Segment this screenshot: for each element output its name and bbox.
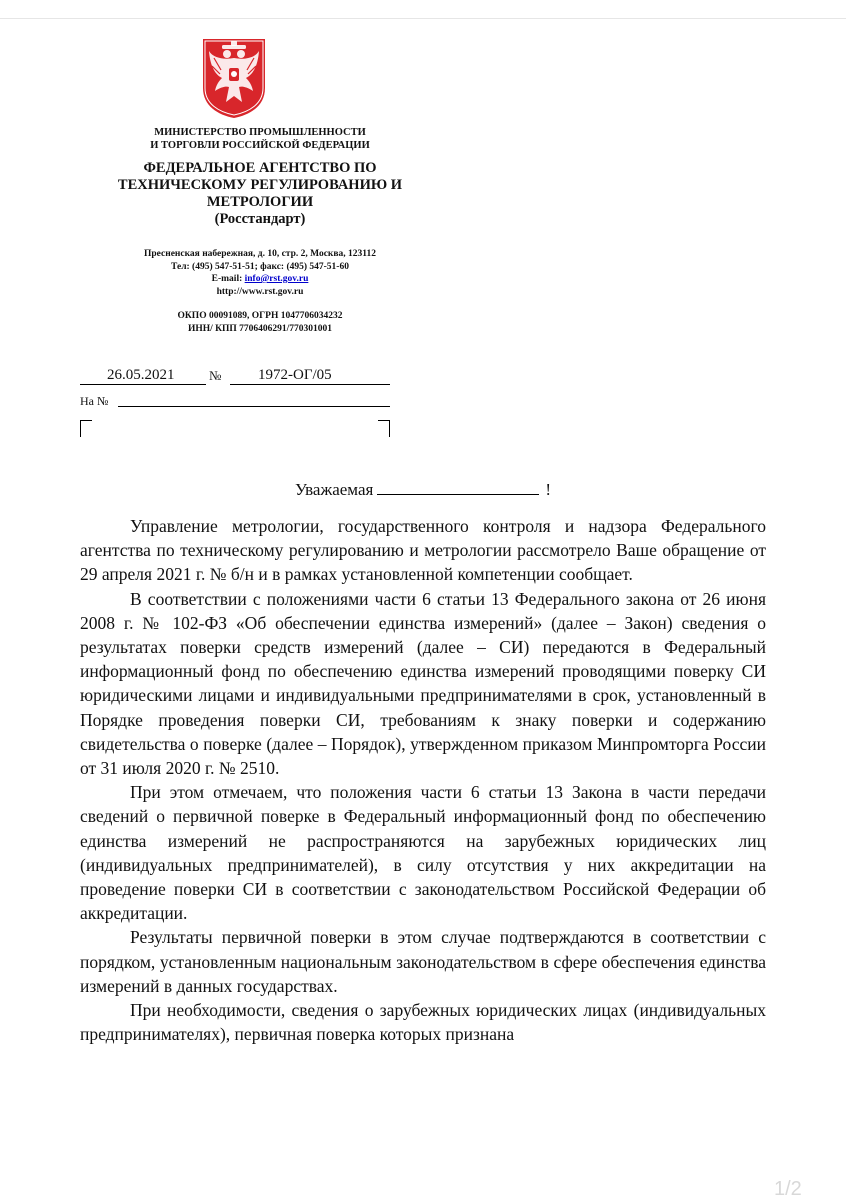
page-indicator: 1/2 xyxy=(774,1178,802,1200)
contact-block xyxy=(70,248,450,298)
agency-line-2: ТЕХНИЧЕСКОМУ РЕГУЛИРОВАНИЮ И xyxy=(117,177,403,193)
phone-fax: Тел: (495) 547-51-51; факс: (495) 547-51-60 xyxy=(171,261,349,272)
number-sign: № xyxy=(209,368,222,383)
reference-label: На № xyxy=(80,394,109,408)
okpo-ogrn: ОКПО 00091089, ОГРН 1047706034232 xyxy=(177,311,343,321)
ministry-line-1: МИНИСТЕРСТВО ПРОМЫШЛЕННОСТИ xyxy=(154,127,366,138)
ministry-line-2: И ТОРГОВЛИ РОССИЙСКОЙ ФЕДЕРАЦИИ xyxy=(150,140,370,151)
email-label: E-mail: xyxy=(211,274,245,284)
salutation-end: ! xyxy=(545,480,551,499)
recipient-blank xyxy=(377,480,539,495)
salutation xyxy=(0,480,846,500)
paragraph-5: При необходимости, сведения о зарубежных юридических лицах (индивидуальных предпринимателях), первичная поверка которых признана xyxy=(80,1000,766,1045)
paragraph-4: Результаты первичной поверки в этом случае подтверждаются в соответствии с порядком, установленным национальным законодательством в сфере обеспечения единства измерений в данных государствах. xyxy=(80,927,766,996)
ministry-name xyxy=(70,126,450,152)
outgoing-number: 1972-ОГ/05 xyxy=(258,367,332,383)
reference-underline xyxy=(118,406,390,407)
letter-body xyxy=(80,514,766,1046)
coat-of-arms-icon xyxy=(200,36,268,120)
paragraph-2: В соответствии с положениями части 6 статьи 13 Федерального закона от 26 июня 2008 г. № 102-ФЗ «Об обеспечении единства измерений» (далее – Закон) сведения о результатах поверки средств измерений (далее – СИ) передаются в Федеральный информационный фонд по обеспечению единства измерений проводящими поверку СИ юридическими лицами и индивидуальными предпринимателями в срок, установленный в Порядке проведения поверки СИ, требованиям к знаку поверки и содержанию свидетельства о поверке (далее – Порядок), утвержденном приказом Минпромторга России от 31 июля 2020 г. № 2510. xyxy=(80,588,766,779)
paragraph-1: Управление метрологии, государственного контроля и надзора Федерального агентства по техническому регулированию и метрологии рассмотрело Ваше обращение от 29 апреля 2021 г. № б/н и в рамках установленной компетенции сообщает. xyxy=(80,516,766,585)
top-divider xyxy=(0,18,846,19)
agency-line-3: МЕТРОЛОГИИ xyxy=(206,194,314,210)
postal-address: Пресненская набережная, д. 10, стр. 2, Москва, 123112 xyxy=(144,249,376,259)
agency-name xyxy=(70,160,450,228)
website-text: http://www.rst.gov.ru xyxy=(216,286,304,297)
inn-kpp: ИНН/ КПП 7706406291/770301001 xyxy=(187,323,333,334)
email-link[interactable]: info@rst.gov.ru xyxy=(244,274,309,284)
address-corner-right xyxy=(378,420,390,437)
email-row xyxy=(70,273,450,286)
outgoing-date: 26.05.2021 xyxy=(107,367,175,383)
registration-codes xyxy=(70,310,450,335)
paragraph-3: При этом отмечаем, что положения части 6 статьи 13 Закона в части передачи сведений о первичной поверке в Федеральный информационный фонд по обеспечению единства измерений не распространяются на зарубежных юридических лиц (индивидуальных предпринимателей), в силу отсутствия у них аккредитации на проведение поверки СИ в соответствии с законодательством Российской Федерации об аккредитации. xyxy=(80,782,766,924)
address-corner-left xyxy=(80,420,92,437)
salutation-word: Уважаемая xyxy=(295,480,374,499)
date-underline xyxy=(80,384,206,385)
agency-line-1: ФЕДЕРАЛЬНОЕ АГЕНТСТВО ПО xyxy=(143,160,377,176)
agency-short-name: (Росстандарт) xyxy=(214,211,306,227)
number-underline xyxy=(230,384,390,385)
